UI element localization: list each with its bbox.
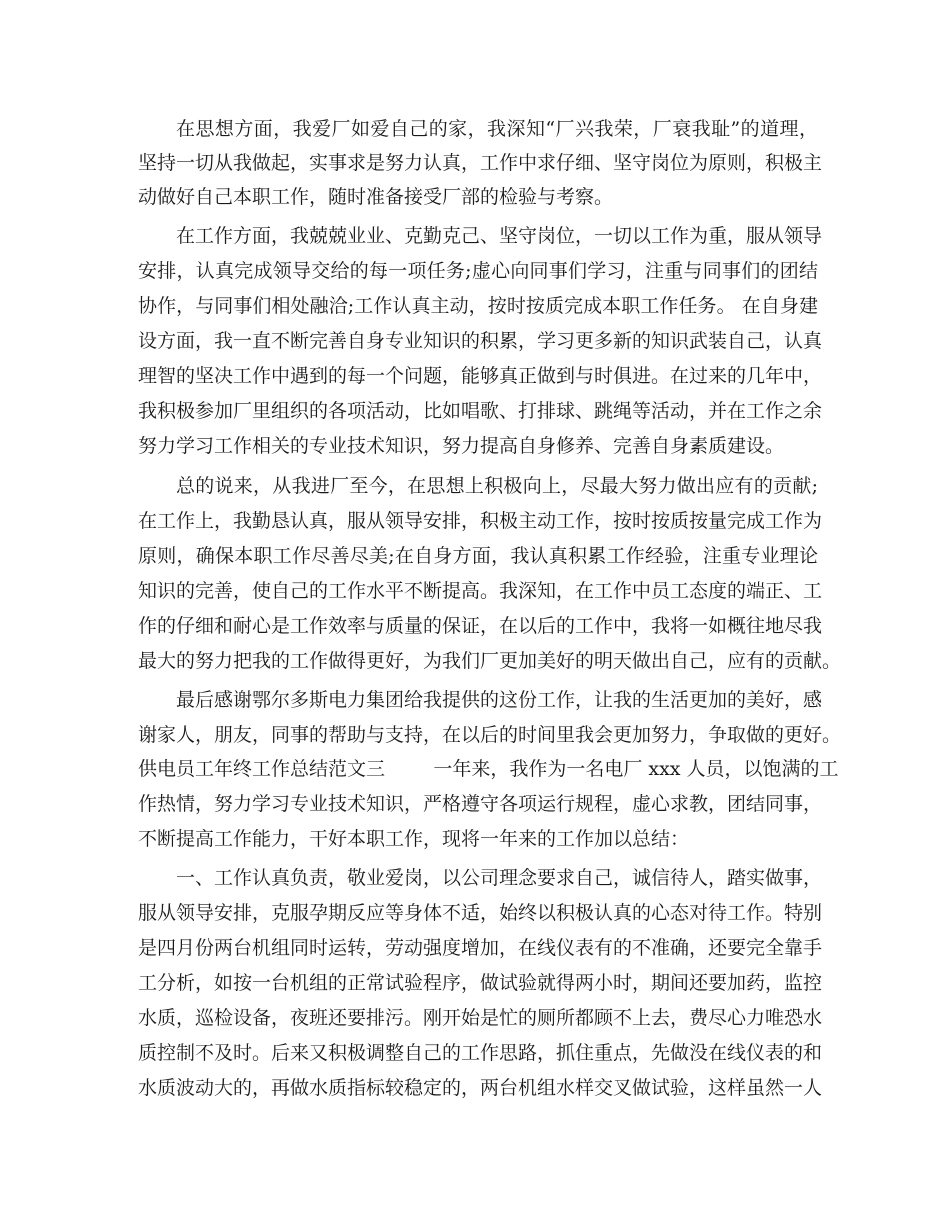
paragraph-line: 作热情，努力学习专业技术知识，严格遵守各项运行规程，虚心求教，团结同事， [138,793,823,815]
section-heading-line: 供电员工年终工作总结范文三 一年来，我作为一名电厂 xxx 人员，以饱满的工 [138,758,839,780]
paragraph-line: 作的仔细和耐心是工作效率与质量的保证，在以后的工作中，我将一如概往地尽我 [138,615,823,637]
paragraph-line: 理智的坚决工作中遇到的每一个问题，能够真正做到与时俱进。在过来的几年中， [138,365,823,387]
paragraph-line: 服从领导安排，克服孕期反应等身体不适，始终以积极认真的心态对待工作。特别 [138,902,823,924]
paragraph-line: 在工作上，我勤恳认真，服从领导安排，积极主动工作，按时按质按量完成工作为 [138,510,823,532]
paragraph-line: 坚持一切从我做起，实事求是努力认真，工作中求仔细、坚守岗位为原则，积极主 [138,152,823,174]
paragraph-line: 一、工作认真负责，敬业爱岗，以公司理念要求自己，诚信待人，踏实做事， [176,867,823,889]
paragraph-line: 水质波动大的，再做水质指标较稳定的，两台机组水样交叉做试验，这样虽然一人 [138,1077,823,1099]
paragraph-line: 工分析，如按一台机组的正常试验程序，做试验就得两小时，期间还要加药，监控 [138,972,823,994]
paragraph-line: 水质，巡检设备，夜班还要排污。刚开始是忙的厕所都顾不上去，费尽心力唯恐水 [138,1007,823,1029]
paragraph-line: 安排，认真完成领导交给的每一项任务;虚心向同事们学习，注重与同事们的团结 [138,260,818,282]
paragraph-line: 努力学习工作相关的专业技术知识，努力提高自身修养、完善自身素质建设。 [138,435,785,457]
paragraph-line: 谢家人，朋友，同事的帮助与支持，在以后的时间里我会更加努力，争取做的更好。 [138,724,842,746]
paragraph-line: 最大的努力把我的工作做得更好，为我们厂更加美好的明天做出自己，应有的贡献。 [138,650,842,672]
paragraph-line: 我积极参加厂里组织的各项活动，比如唱歌、打排球、跳绳等活动，并在工作之余 [138,400,823,422]
paragraph-line: 是四月份两台机组同时运转，劳动强度增加，在线仪表有的不准确，还要完全靠手 [138,937,823,959]
paragraph-line: 总的说来，从我进厂至今，在思想上积极向上，尽最大努力做出应有的贡献; [176,475,818,497]
paragraph-line: 协作，与同事们相处融洽;工作认真主动，按时按质完成本职工作任务。 在自身建 [138,295,818,317]
paragraph-line: 不断提高工作能力，干好本职工作，现将一年来的工作加以总结： [138,828,690,850]
paragraph-line: 设方面，我一直不断完善自身专业知识的积累，学习更多新的知识武装自己，认真 [138,330,823,352]
paragraph-line: 动做好自己本职工作，随时准备接受厂部的检验与考察。 [138,186,614,208]
paragraph-line: 在工作方面，我兢兢业业、克勤克己、坚守岗位，一切以工作为重，服从领导 [176,225,823,247]
paragraph-line: 原则，确保本职工作尽善尽美;在自身方面，我认真积累工作经验，注重专业理论 [138,545,818,567]
paragraph-line: 知识的完善，使自己的工作水平不断提高。我深知，在工作中员工态度的端正、工 [138,580,823,602]
paragraph-line: 质控制不及时。后来又积极调整自己的工作思路，抓住重点，先做没在线仪表的和 [138,1042,823,1064]
paragraph-line: 最后感谢鄂尔多斯电力集团给我提供的这份工作，让我的生活更加的美好，感 [176,689,823,711]
paragraph-line: 在思想方面，我爱厂如爱自己的家，我深知“厂兴我荣，厂衰我耻”的道理， [176,118,818,140]
